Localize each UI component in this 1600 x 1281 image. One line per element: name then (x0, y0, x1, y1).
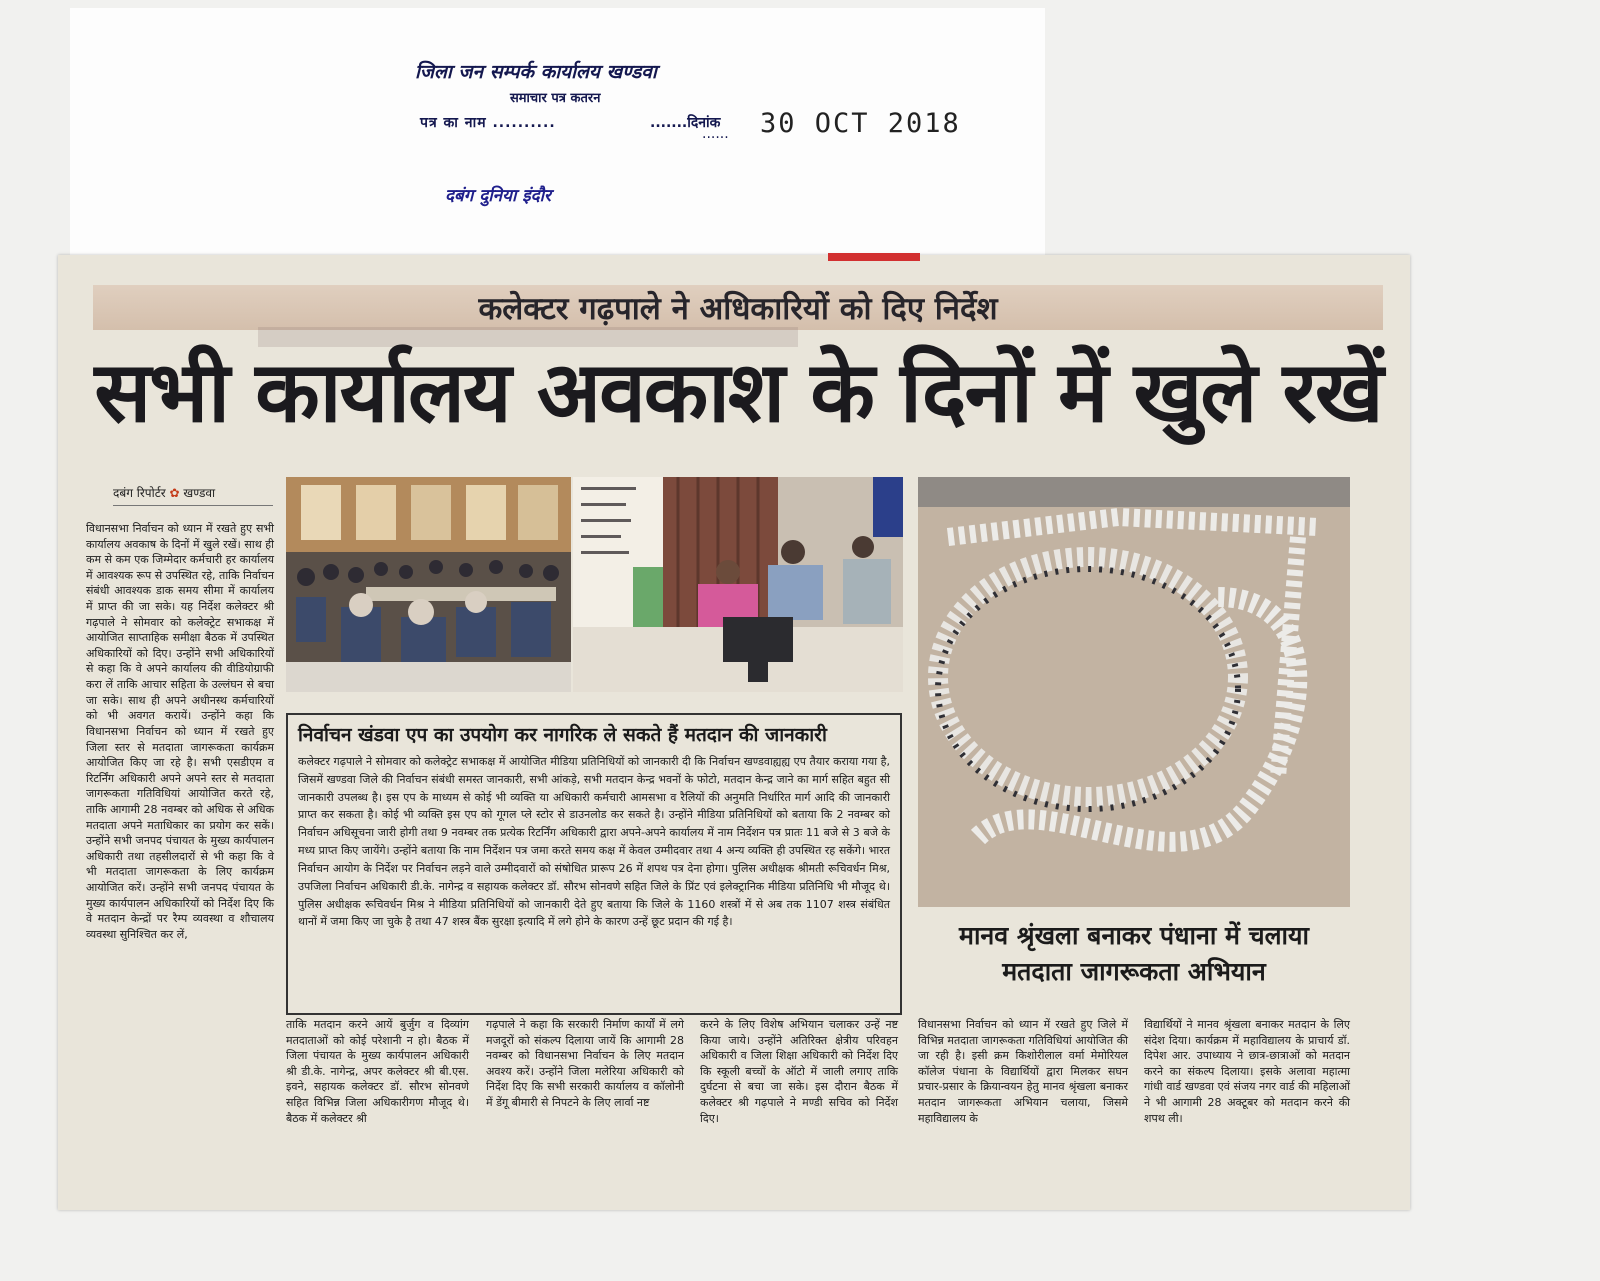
byline-place: खण्डवा (183, 486, 216, 500)
date-label: .......दिनांक (650, 115, 721, 131)
press-conference-image (573, 477, 903, 692)
source-newspaper: दबंग दुनिया इंदौर (445, 186, 551, 206)
byline (113, 484, 273, 506)
slip-subtitle: समाचार पत्र कतरन (510, 91, 601, 106)
star-icon: ✿ (169, 486, 180, 500)
red-marker (828, 253, 920, 261)
photo-caption (918, 918, 1350, 991)
election-app-box (286, 713, 902, 1015)
caption-line-2: मतदाता जागरूकता अभियान (1002, 957, 1266, 987)
caption-line-1: मानव श्रृंखला बनाकर पंधाना में चलाया (959, 921, 1309, 950)
article-column-3: गढ़पाले ने कहा कि सरकारी निर्माण कार्यों में लगे मजदूरों को संकल्प दिलाया जायें कि आगामी 28 नवम्बर को विधानसभा निर्वाचन के लिए मतदान अवश्य करें। उन्होंने जिला मलेरिया अधिकारी को निर्देश दिए कि सभी सरकारी कार्यालय व कॉलोनी में डेंगू बीमारी से निपटने के लिए लार्वा नष्ट (486, 1018, 684, 1110)
box-text: कलेक्टर गढ़पाले ने सोमवार को कलेक्ट्रेट सभाकक्ष में आयोजित मीडिया प्रतिनिधियों को जानकारी दी कि निर्वाचन खण्डवाह्यह्य एप तैयार कराया गया है, जिसमें खण्डवा जिले की निर्वाचन संबंधी समस्त जानकारी, सभी आंकड़े, सभी मतदान केन्द्र भवनों के फोटो, मतदान केन्द्र जाने का मार्ग सहित बहुत सी जानकारी उपलब्ध है। इस एप के माध्यम से कोई भी व्यक्ति या अधिकारी कर्मचारी आमसभा व रैलियों की अनुमति निर्धारित मार्ग आदि की जानकारी प्राप्त कर सकता है। कोई भी व्यक्ति इस एप को गूगल प्ले स्टोर से डाउनलोड कर सकते है। उन्होंने मीडिया प्रतिनिधियों को बताया कि 2 नवम्बर को निर्वाचन अधिसूचना जारी होगी तथा 9 नवम्बर तक प्रत्येक रिटर्निंग अधिकारी द्वारा अपने-अपने कार्यालय में नाम निर्देशन पत्र प्रातः 11 बजे से 3 बजे के मध्य प्राप्त किए जायेंगे। उन्होंने बताया कि नाम निर्देशन पत्र जमा करते समय कक्ष में केवल उम्मीदवार तथा 4 अन्य व्यक्ति ही उपस्थित रह सकेंगे। भारत निर्वाचन आयोग के निर्देश पर निर्वाचन लड़ने वाले उम्मीदवारों को संषोधित प्रारूप 26 में शपथ पत्र देना होगा। पुलिस अधीक्षक श्रीमती रूचिवर्धन मिश्र, उपजिला निर्वाचन अधिकारी डी.के. नागेन्द्र व सहायक कलेक्टर डॉ. सौरभ सोनवणे सहित जिले के प्रिंट एवं इलेक्ट्रानिक मीडिया प्रतिनिधि भी मौजूद थे। पुलिस अधीक्षक रूचिवर्धन मिश्र ने मीडिया प्रतिनिधियों को जानकारी देते हुए बताया कि जिले के 1160 शस्त्रों में से अब तक 1107 शस्त्र संबंधित थानों में जमा किए जा चुके है तथा 47 शस्त्र बैंक सुरक्षा इत्यादि में लगे होने के कारण उन्हें छूट प्रदान की गई है। (298, 755, 890, 929)
kicker-headline: कलेक्टर गढ़पाले ने अधिकारियों को दिए निर्देश (478, 291, 998, 327)
article-column-2: ताकि मतदान करने आयें बुर्जुग व दिव्यांग मतदाताओं को कोई परेशानी न हो। बैठक में जिला पंचायत के मुख्य कार्यपालन अधिकारी श्री डी.के. नागेन्द्र, अपर कलेक्टर श्री बी.एस. इवने, सहायक कलेक्टर डॉ. सौरभ सोनवणे सहित विभिन्न जिला अधिकारीगण मौजूद थे। बैठक में कलेक्टर श्री (286, 1018, 469, 1125)
newspaper-clipping (58, 255, 1410, 1210)
side-column-1: विधानसभा निर्वाचन को ध्यान में रखते हुए जिले में विभिन्न मतदाता जागरूकता गतिविधियां आयोजित की जा रही है। इसी क्रम किशोरीलाल वर्मा मेमोरियल कॉलेज पंधाना के विद्यार्थियों द्वारा मिलकर सघन प्रचार-प्रसार के क्रियान्वयन हेतु मानव श्रृंखला बनाकर मतदान जागरूकता अभियान चलाया, जिसमे महाविद्यालय के (918, 1018, 1128, 1125)
human-chain-image (918, 477, 1350, 907)
meeting-photo (286, 477, 571, 692)
paper-name-label: पत्र का नाम .......... (420, 115, 556, 131)
main-headline: सभी कार्यालय अवकाश के दिनों में खुले रखें (94, 342, 1382, 441)
date-stamp: 30 OCT 2018 (760, 108, 961, 139)
kicker-band (93, 285, 1383, 330)
clipping-slip (70, 8, 1045, 258)
human-chain-photo (918, 477, 1350, 907)
meeting-photo-image (286, 477, 571, 692)
date-dots: ...... (702, 126, 729, 142)
side-column-2: विद्यार्थियों ने मानव श्रृंखला बनाकर मतदान के लिए संदेश दिया। कार्यक्रम में महाविद्यालय के प्राचार्य डॉ. दिपेश आर. उपाध्याय ने छात्र-छात्राओं को मतदान करने का संकल्प दिलाया। इसके अलावा महात्मा गांधी वार्ड खण्डवा एवं संजय नगर वार्ड की महिलाओं ने भी आगामी 28 अक्टूबर को मतदान करने की शपथ ली। (1144, 1018, 1350, 1125)
press-conference-photo (573, 477, 903, 692)
article-column-4: करने के लिए विशेष अभियान चलाकर उन्हें नष्ट किया जाये। उन्होंने अतिरिक्त क्षेत्रीय परिवहन अधिकारी व जिला शिक्षा अधिकारी को निर्देश दिए कि स्कूली बच्चों के ऑटो में जाली लगाए ताकि दुर्घटना से बचा जा सके। इस दौरान बैठक में कलेक्टर श्री गढ़पाले ने मण्डी सचिव को निर्देश दिए। (700, 1018, 898, 1125)
box-title: निर्वाचन खंडवा एप का उपयोग कर नागरिक ले सकते हैं मतदान की जानकारी (298, 724, 827, 746)
article-column-1: विधानसभा निर्वाचन को ध्यान में रखते हुए सभी कार्यालय अवकाष के दिनों में खुले रखें। साथ ही कम से कम एक जिम्मेदार कर्मचारी हर कार्यालय में आवश्यक रूप से उपस्थित रहे, ताकि निर्वाचन संबंधी आवश्यक डाक समय सीमा में कार्यालय में प्राप्त की जा सके। यह निर्देश कलेक्टर श्री गढ़पाले ने सोमवार को कलेक्ट्रेट सभाकक्ष में आयोजित साप्ताहिक समीक्षा बैठक में उपस्थित अधिकारियों को दिए। उन्होंने सभी अधिकारियों से कहा कि वे अपने कार्यालय की वीडियोग्राफी करा लें ताकि आचार सहिता के उल्लंघन से बचा जा सके। साथ ही अपने अधीनस्थ कर्मचारियों को भी अवगत करायें। उन्होंने कहा कि विधानसभा निर्वाचन को ध्यान में रखते हुए जिला स्तर से मतदाता जागरूकता कार्यक्रम आयोजित किए जा रहे है। सभी एसडीएम व रिटर्निंग अधिकारी अपने अपने स्तर से मतदाता जागरूकता गतिविधियां आयोजित करते रहे, ताकि आगामी 28 नवम्बर को अधिक से अधिक मतदाता अपने मताधिकार का प्रयोग कर सकें। उन्होंने सभी जनपद पंचायत के मुख्य कार्यपालन अधिकारी तथा तहसीलदारों से भी कहा कि वे भी मतदाता जागरूकता के लिए कार्यक्रम आयोजित करें। उन्होंने सभी जनपद पंचायत के मुख्य कार्यपालन अधिकारियों को निर्देश दिए कि वे मतदान केन्द्रों पर रैम्प व्यवस्था व शौचालय व्यवस्था सुनिश्चित कर लें, (86, 522, 274, 941)
byline-reporter: दबंग रिपोर्टर (113, 486, 166, 500)
office-name: जिला जन सम्पर्क कार्यालय खण्डवा (415, 61, 657, 83)
